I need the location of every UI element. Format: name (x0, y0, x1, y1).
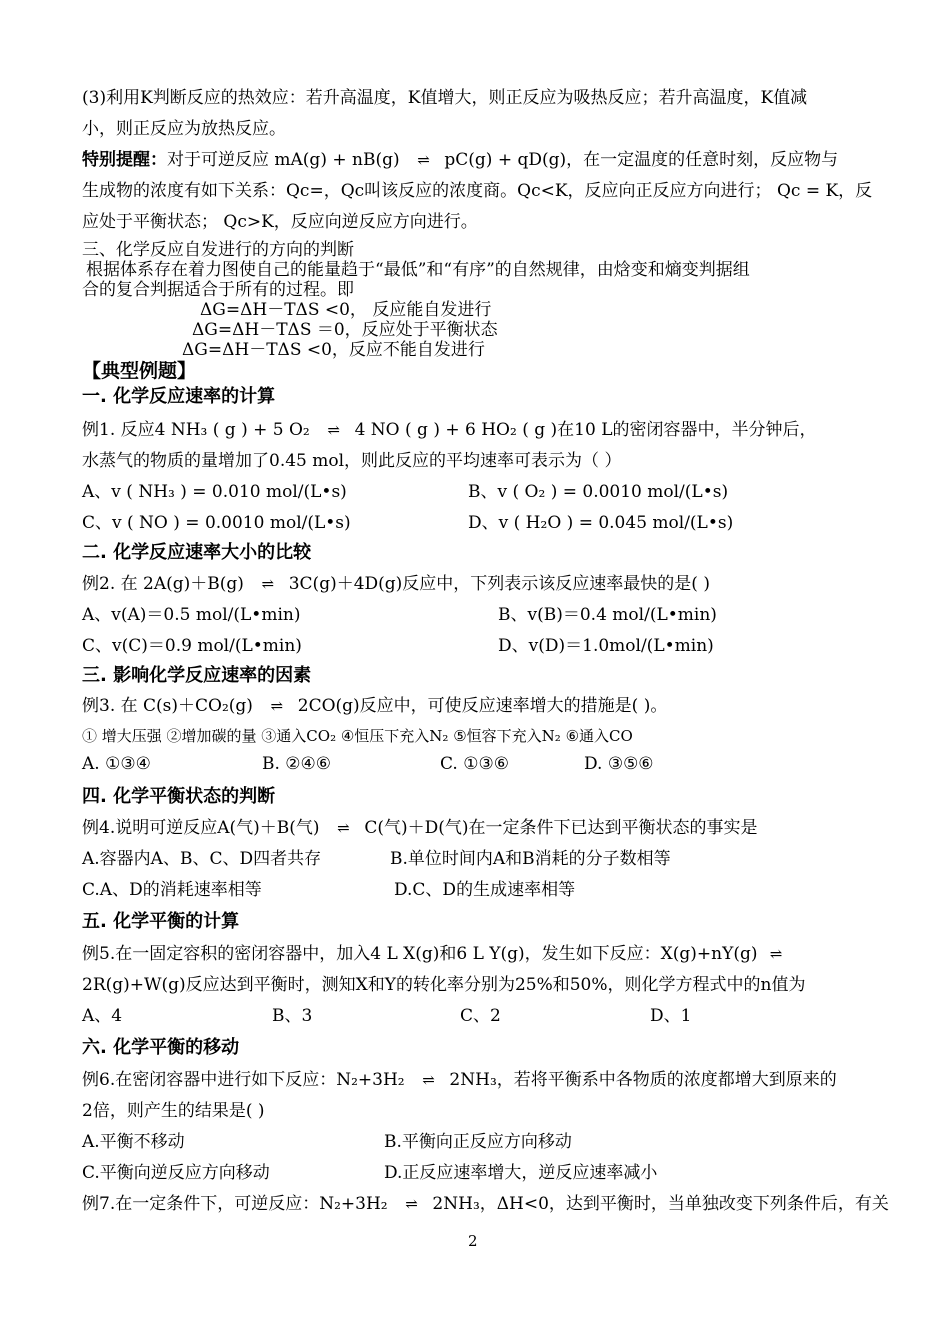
option-a: A. ①③④ (82, 754, 151, 774)
example-6 (82, 1068, 837, 1092)
option-b: B、v ( O₂ ) = 0.0010 mol/(L•s) (468, 482, 729, 502)
section-heading: 四. 化学平衡状态的判断 (82, 786, 276, 807)
text-line: 应处于平衡状态； Qc>K，反应向逆反应方向进行。 (82, 212, 478, 232)
tip-label: 特别提醒： (82, 150, 167, 170)
option-c: C.A、D的消耗速率相等 (82, 880, 262, 900)
option-b: B、v(B)＝0.4 mol/(L•min) (498, 605, 717, 625)
option-c: C. ①③⑥ (440, 754, 509, 774)
equilibrium-arrow-icon: ⇌ (405, 1195, 415, 1213)
formula-line: ΔG=ΔH－TΔS <0，反应不能自发进行 (182, 340, 485, 360)
text-line: 生成物的浓度有如下关系：Qc=，Qc叫该反应的浓度商。Qc<K，反应向正反应方向进行； Qc = K，反 (82, 181, 873, 201)
tip-text: 对于可逆反应 mA(g) + nB(g) (167, 150, 400, 170)
typical-examples-heading: 【典型例题】 (82, 360, 197, 382)
example-4 (82, 816, 758, 840)
example-text: 4 NO ( g ) + 6 HO₂ ( g )在10 L的密闭容器中，半分钟后， (354, 420, 817, 440)
section-heading: 三、化学反应自发进行的方向的判断 (82, 240, 354, 260)
equilibrium-arrow-icon: ⇌ (422, 1071, 432, 1089)
example-text: 例4.说明可逆反应A(气)＋B(气) (82, 818, 320, 838)
section-heading: 三. 影响化学反应速率的因素 (82, 665, 312, 686)
equilibrium-arrow-icon: ⇌ (769, 945, 780, 963)
option-b: B.单位时间内A和B消耗的分子数相等 (390, 849, 671, 869)
option-d: D.正反应速率增大，逆反应速率减小 (384, 1163, 658, 1183)
example-5 (82, 942, 791, 966)
page-number: 2 (468, 1232, 478, 1250)
section-heading: 六. 化学平衡的移动 (82, 1037, 240, 1058)
example-2 (82, 572, 710, 596)
option-d: D. ③⑤⑥ (584, 754, 654, 774)
option-a: A、v ( NH₃ ) = 0.010 mol/(L•s) (82, 482, 347, 502)
option-a: A.容器内A、B、C、D四者共存 (82, 849, 322, 869)
equilibrium-arrow-icon: ⇌ (337, 819, 347, 837)
example-text: 例1. 反应4 NH₃ ( g ) + 5 O₂ (82, 420, 310, 440)
option-b: B、3 (272, 1006, 313, 1026)
text-line: (3)利用K判断反应的热效应：若升高温度，K值增大，则正反应为吸热反应；若升高温度，K值减 (82, 88, 808, 108)
formula-line: ΔG=ΔH－TΔS <0， 反应能自发进行 (200, 300, 492, 320)
equilibrium-arrow-icon: ⇌ (261, 575, 272, 593)
section-heading: 二. 化学反应速率大小的比较 (82, 542, 312, 563)
example-text: 例7.在一定条件下，可逆反应：N₂+3H₂ (82, 1194, 388, 1214)
option-c: C、v ( NO ) = 0.0010 mol/(L•s) (82, 513, 351, 533)
tip-text: pC(g) + qD(g)，在一定温度的任意时刻，反应物与 (444, 150, 839, 170)
text-line: 2倍，则产生的结果是( ) (82, 1101, 265, 1121)
text-line: 小，则正反应为放热反应。 (82, 119, 286, 139)
option-b: B.平衡向正反应方向移动 (384, 1132, 572, 1152)
option-a: A.平衡不移动 (82, 1132, 185, 1152)
example-text: 例5.在一固定容积的密闭容器中，加入4 L X(g)和6 L Y(g)，发生如下反应：X(g)+nY(g) (82, 944, 758, 964)
example-text: 例2. 在 2A(g)＋B(g) (82, 574, 244, 594)
example-text: 2NH₃，ΔH<0，达到平衡时，当单独改变下列条件后，有关 (432, 1194, 889, 1214)
text-line: 合的复合判据适合于所有的过程。即 (82, 280, 354, 300)
option-c: C、2 (460, 1006, 501, 1026)
formula-line: ΔG=ΔH－TΔS ＝0，反应处于平衡状态 (192, 320, 498, 340)
example-text: C(气)＋D(气)在一定条件下已达到平衡状态的事实是 (364, 818, 758, 838)
example-text: 例6.在密闭容器中进行如下反应：N₂+3H₂ (82, 1070, 405, 1090)
example-text: 2NH₃，若将平衡系中各物质的浓度都增大到原来的 (449, 1070, 837, 1090)
text-line: 根据体系存在着力图使自己的能量趋于“最低”和“有序”的自然规律，由焓变和熵变判据组 (86, 260, 750, 280)
equilibrium-arrow-icon: ⇌ (417, 151, 427, 169)
example-text: 2CO(g)反应中，可使反应速率增大的措施是( )。 (297, 696, 668, 716)
section-heading: 一. 化学反应速率的计算 (82, 386, 276, 407)
option-d: D.C、D的生成速率相等 (394, 880, 576, 900)
measures-list: ① 增大压强 ②增加碳的量 ③通入CO₂ ④恒压下充入N₂ ⑤恒容下充入N₂ ⑥通入CO (82, 727, 633, 745)
text-line: 水蒸气的物质的量增加了0.45 mol，则此反应的平均速率可表示为（ ） (82, 451, 622, 471)
option-d: D、1 (650, 1006, 692, 1026)
option-c: C、v(C)＝0.9 mol/(L•min) (82, 636, 302, 656)
example-3 (82, 694, 667, 718)
section-heading: 五. 化学平衡的计算 (82, 911, 240, 932)
option-a: A、v(A)＝0.5 mol/(L•min) (82, 605, 301, 625)
text-line: 2R(g)+W(g)反应达到平衡时，测知X和Y的转化率分别为25%和50%，则化学方程式中的n值为 (82, 975, 806, 995)
example-text: 例3. 在 C(s)＋CO₂(g) (82, 696, 253, 716)
equilibrium-arrow-icon: ⇌ (270, 697, 281, 715)
option-c: C.平衡向逆反应方向移动 (82, 1163, 270, 1183)
option-b: B. ②④⑥ (262, 754, 332, 774)
option-d: D、v(D)＝1.0mol/(L•min) (498, 636, 714, 656)
equilibrium-arrow-icon: ⇌ (327, 421, 337, 439)
example-7 (82, 1192, 889, 1216)
text-line (82, 148, 838, 172)
option-d: D、v ( H₂O ) = 0.045 mol/(L•s) (468, 513, 734, 533)
example-text: 3C(g)＋4D(g)反应中，下列表示该反应速率最快的是( ) (288, 574, 710, 594)
example-1 (82, 418, 816, 442)
option-a: A、4 (82, 1006, 123, 1026)
